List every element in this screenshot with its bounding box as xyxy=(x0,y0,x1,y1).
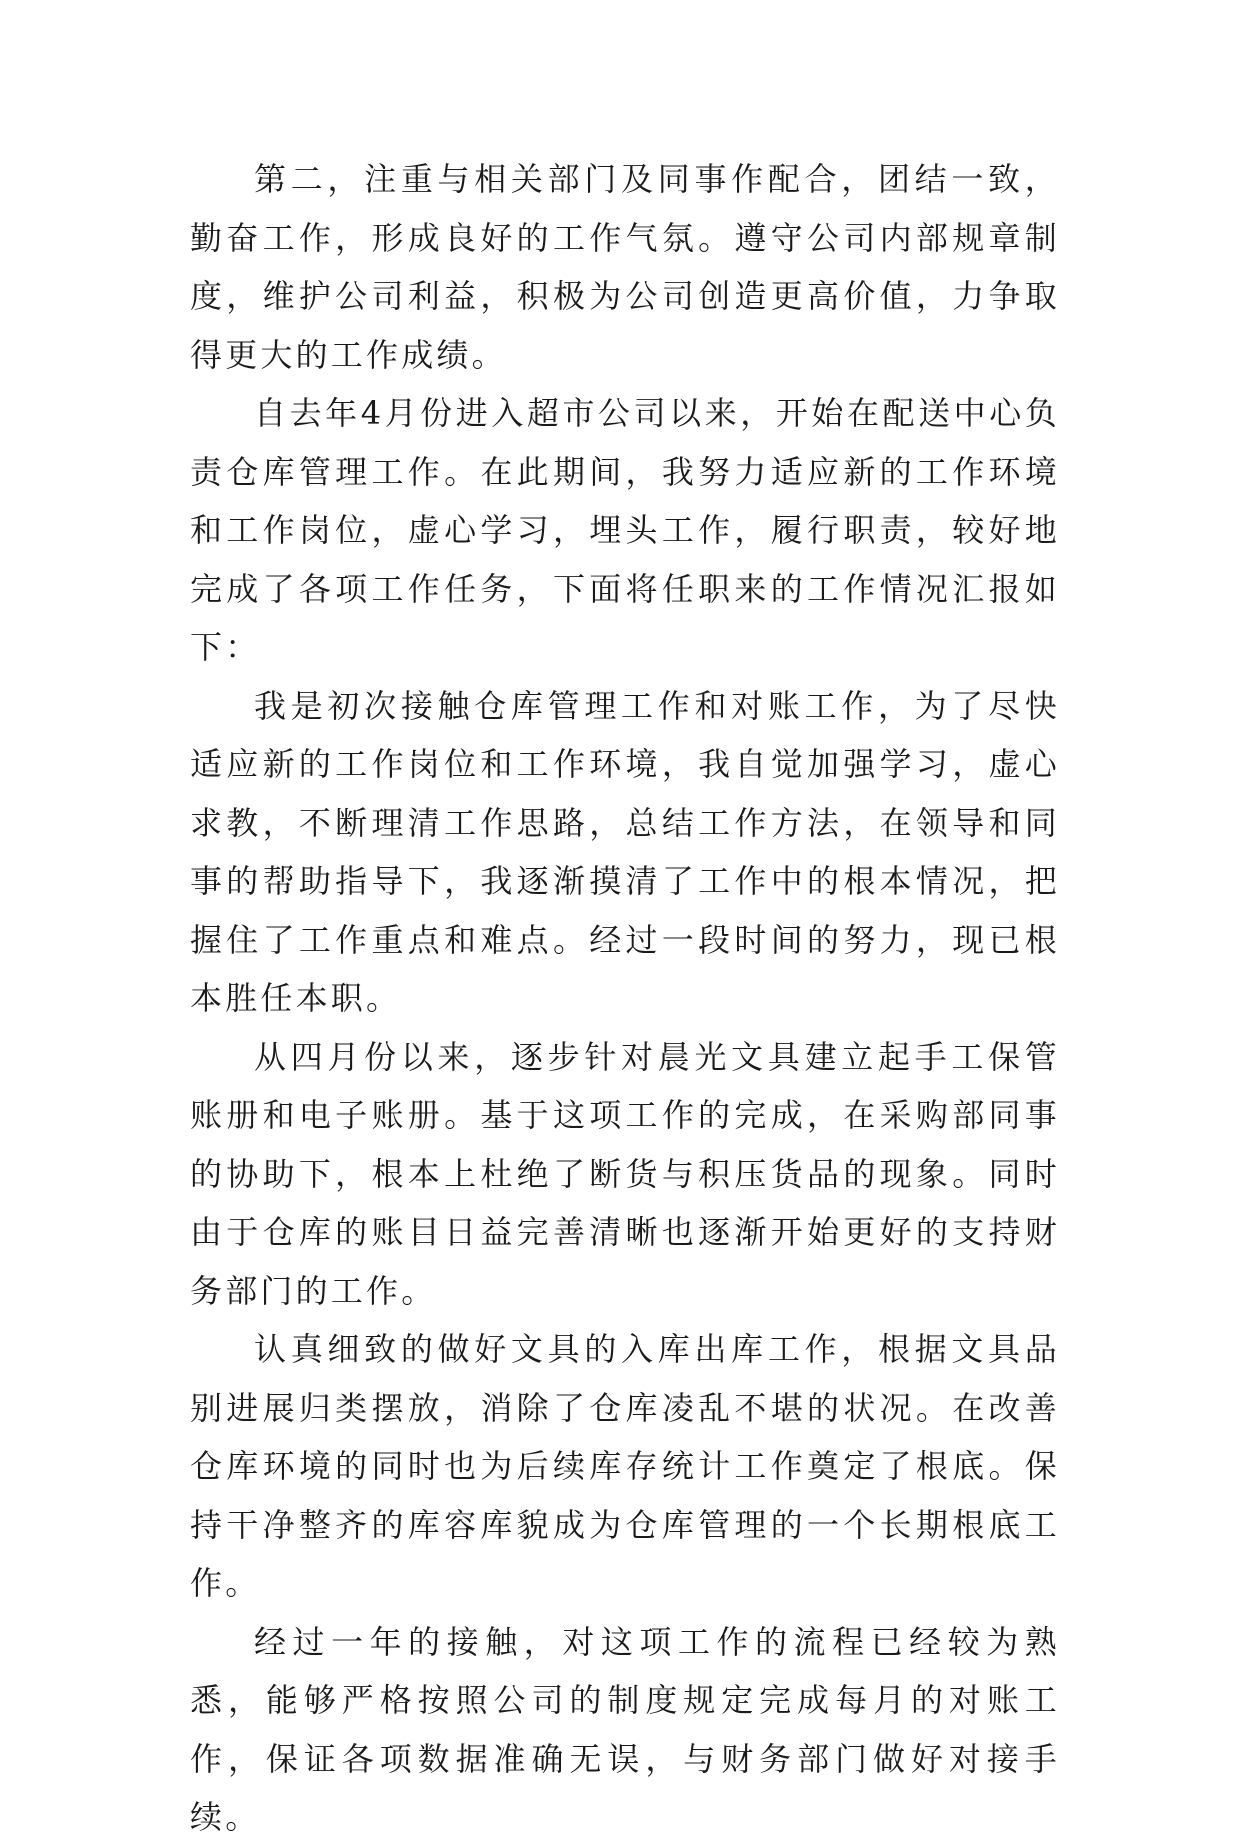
document-body xyxy=(190,150,1060,1847)
paragraph-4: 从四月份以来，逐步针对晨光文具建立起手工保管账册和电子账册。基于这项工作的完成，在采购部同事的协助下，根本上杜绝了断货与积压货品的现象。同时由于仓库的账目日益完善清晰也逐渐开始更好的支持财务部门的工作。 xyxy=(190,1037,1060,1310)
paragraph-6: 经过一年的接触，对这项工作的流程已经较为熟悉，能够严格按照公司的制度规定完成每月的对账工作，保证各项数据准确无误，与财务部门做好对接手续。 xyxy=(190,1622,1060,1836)
paragraph-5: 认真细致的做好文具的入库出库工作，根据文具品别进展归类摆放，消除了仓库凌乱不堪的状况。在改善仓库环境的同时也为后续库存统计工作奠定了根底。保持干净整齐的库容库貌成为仓库管理的一个长期根底工作。 xyxy=(190,1330,1060,1602)
paragraph-1: 第二，注重与相关部门及同事作配合，团结一致，勤奋工作，形成良好的工作气氛。遵守公司内部规章制度，维护公司利益，积极为公司创造更高价值，力争取得更大的工作成绩。 xyxy=(190,160,1060,374)
paragraph-2: 自去年4月份进入超市公司以来，开始在配送中心负责仓库管理工作。在此期间，我努力适应新的工作环境和工作岗位，虚心学习，埋头工作，履行职责，较好地完成了各项工作任务，下面将任职来的工作情况汇报如下： xyxy=(190,394,1060,666)
paragraph-3: 我是初次接触仓库管理工作和对账工作，为了尽快适应新的工作岗位和工作环境，我自觉加强学习，虚心求教，不断理清工作思路，总结工作方法，在领导和同事的帮助指导下，我逐渐摸清了工作中的根本情况，把握住了工作重点和难点。经过一段时间的努力，现已根本胜任本职。 xyxy=(190,686,1060,1017)
